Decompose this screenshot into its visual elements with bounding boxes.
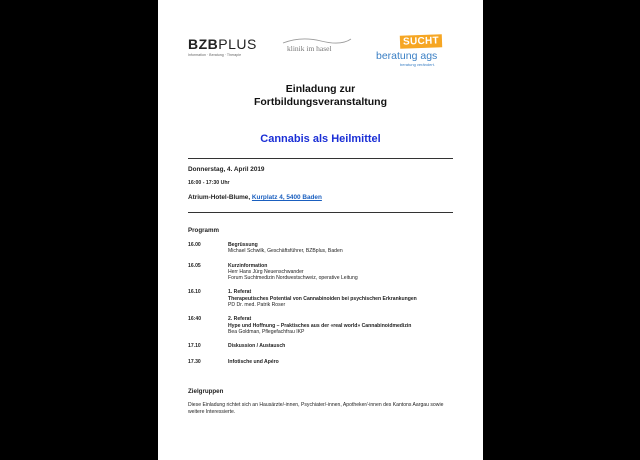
program-item [188, 359, 458, 365]
event-title: Cannabis als Heilmittel [260, 133, 381, 145]
program-line: Forum Suchtmedizin Nordwestschweiz, operative Leitung [228, 275, 358, 282]
program-time: 16.10 [188, 289, 201, 296]
invitation-line-1: Einladung zur [285, 83, 356, 95]
sucht-logo-name: beratung ags [376, 50, 438, 62]
divider-top [188, 158, 453, 159]
bzbplus-logo [188, 36, 257, 57]
event-venue [188, 194, 322, 201]
program-title: Begrüssung [228, 242, 258, 248]
program-item [188, 289, 458, 308]
divider-bottom [188, 212, 453, 213]
program-title: Infotische und Apéro [228, 358, 279, 365]
sucht-logo-tagline: beratung verändert. [400, 62, 435, 67]
program-subtitle: Hype und Hoffnung – Praktisches aus der «real world» Cannabinoidmedizin [228, 322, 412, 329]
program-line: PD Dr. med. Patrik Roser [228, 302, 286, 309]
bzb-logo-name: BZB [188, 36, 219, 52]
program-title: 1. Referat [228, 289, 252, 296]
program-item [188, 242, 458, 255]
bzb-logo-plus: PLUS [218, 36, 257, 52]
venue-name: Atrium-Hotel-Blume, [188, 194, 251, 201]
program-line: Herr Hans Jürg Neuenschwander [228, 268, 304, 275]
venue-address-link[interactable]: Kurplatz 4, 5400 Baden [251, 194, 322, 201]
klinik-logo-name: klinik im hasel [287, 44, 332, 53]
program-line: Michael Schwilk, Geschäftsführer, BZBplus, Baden [228, 248, 343, 255]
program-subtitle: Therapeutisches Potential von Cannabinoiden bei psychischen Erkrankungen [228, 295, 417, 302]
program-item [188, 263, 458, 282]
program-item [188, 316, 458, 335]
program-time: 16.00 [188, 242, 201, 248]
program-title: 2. Referat [228, 316, 252, 323]
target-group-text: Diese Einladung richtet sich an Hausärzte/-innen, Psychiater/-innen, Apotheker/-innen des Kantons Aargau sowie weitere Interessierte. [188, 402, 444, 415]
program-time: 16:40 [188, 316, 202, 323]
program-time: 16.05 [188, 262, 201, 269]
program-time: 17.10 [188, 343, 201, 350]
suchtberatung-logo [376, 31, 442, 67]
klinik-logo [281, 36, 353, 53]
program-time: 17.30 [188, 358, 201, 365]
event-date: Donnerstag, 4. April 2019 [188, 166, 265, 173]
program-title: Diskussion / Austausch [228, 343, 286, 350]
bzb-logo-tagline: Information · Beratung · Therapie [188, 53, 242, 57]
program-heading: Programm [188, 227, 219, 234]
sucht-badge: SUCHT [400, 34, 442, 48]
target-group-heading: Zielgruppen [188, 388, 224, 395]
logo-bar [158, 28, 483, 73]
program-title: Kurzinformation [228, 262, 268, 269]
invitation-line-2: Fortbildungsveranstaltung [253, 96, 387, 108]
program-item [188, 343, 458, 349]
document-page [158, 0, 483, 460]
program-list [188, 242, 458, 365]
event-time: 16:00 - 17:30 Uhr [188, 180, 230, 186]
invitation-heading [158, 83, 483, 109]
program-line: Bea Goldman, Pflegefachfrau IKP [228, 328, 305, 335]
